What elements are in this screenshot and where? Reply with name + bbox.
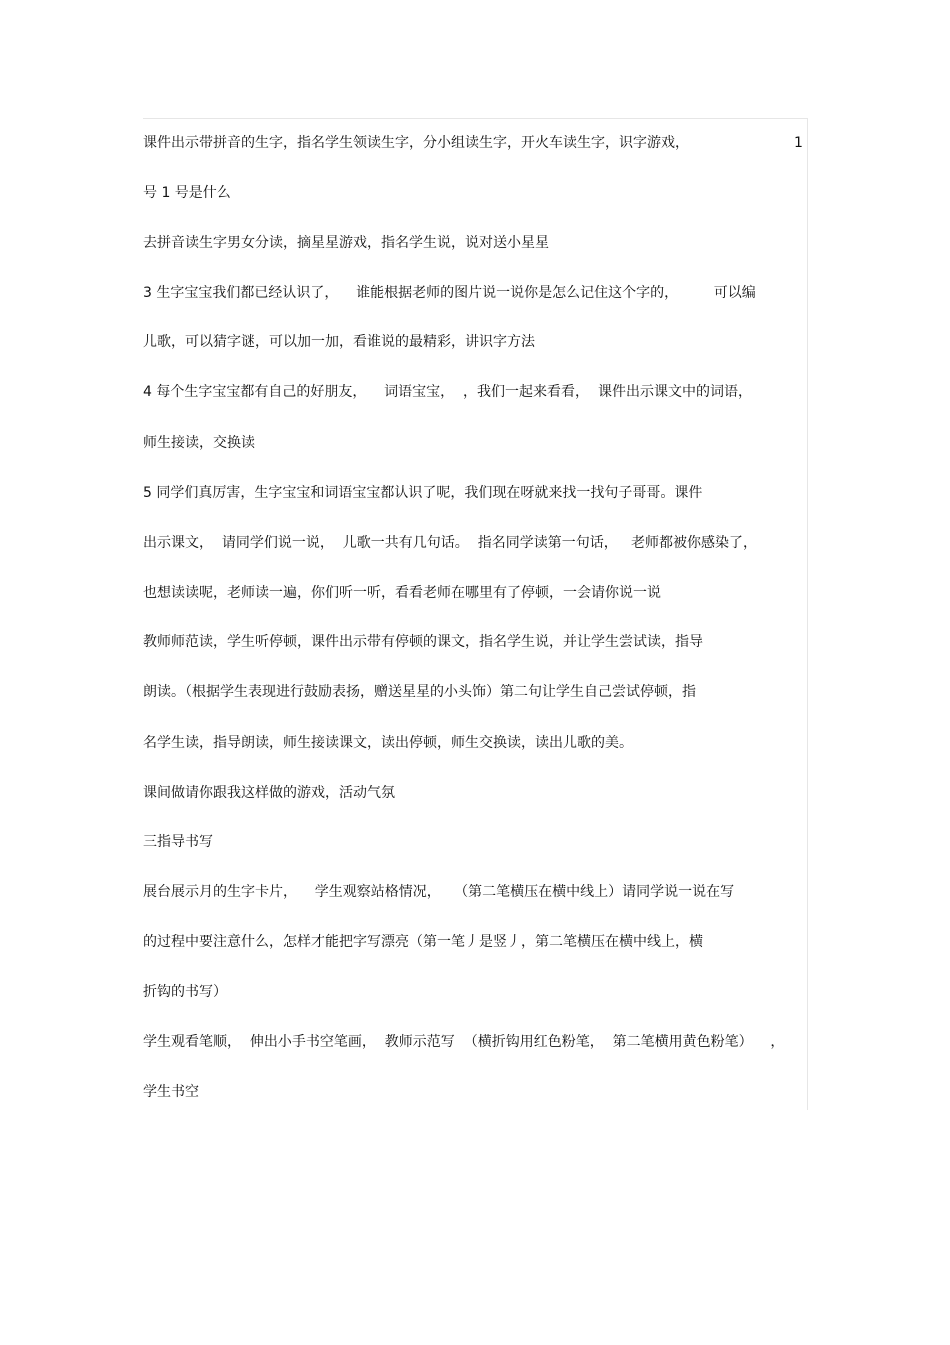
text-line-6: 4 每个生字宝宝都有自己的好朋友， 词语宝宝， ，我们一起来看看， 课件出示课文中的词语，	[143, 384, 752, 400]
text-line-8: 5 同学们真厉害，生字宝宝和词语宝宝都认识了呢，我们现在呀就来找一找句子哥哥。课件	[143, 485, 703, 501]
text-line-9: 出示课文， 请同学们说一说， 儿歌一共有几句话。 指名同学读第一句话， 老师都被你感染了，	[143, 535, 758, 551]
text-line-19: 学生观看笔顺， 伸出小手书空笔画， 教师示范写 （横折钩用红色粉笔， 第二笔横用黄色粉笔） ，	[143, 1034, 785, 1050]
text-line-4: 3 生字宝宝我们都已经认识了， 谁能根据老师的图片说一说你是怎么记住这个字的， 可以编	[143, 285, 756, 301]
text-line-20: 学生书空	[143, 1084, 199, 1100]
text-line-13: 名学生读，指导朗读，师生接读课文，读出停顿，师生交换读，读出儿歌的美。	[143, 735, 633, 751]
text-line-16: 展台展示月的生字卡片， 学生观察站格情况， （第二笔横压在横中线上）请同学说一说在写	[143, 884, 735, 900]
text-line-11: 教师师范读，学生听停顿，课件出示带有停顿的课文，指名学生说，并让学生尝试读，指导	[143, 634, 703, 650]
text-line-2: 号 1 号是什么	[143, 185, 231, 201]
text-line-5: 儿歌，可以猜字谜，可以加一加，看谁说的最精彩，讲识字方法	[143, 334, 535, 350]
text-line-1: 课件出示带拼音的生字，指名学生领读生字，分小组读生字，开火车读生字，识字游戏，	[143, 135, 689, 151]
text-line-7: 师生接读，交换读	[143, 435, 255, 451]
page-border-right	[807, 118, 808, 1110]
text-line-3: 去拼音读生字男女分读，摘星星游戏，指名学生说，说对送小星星	[143, 235, 549, 251]
text-line-10: 也想读读呢，老师读一遍，你们听一听，看看老师在哪里有了停顿，一会请你说一说	[143, 585, 661, 601]
page-border-top	[143, 118, 808, 119]
margin-number: 1	[794, 135, 803, 151]
text-line-14: 课间做请你跟我这样做的游戏，活动气氛	[143, 785, 395, 801]
text-line-18: 折钩的书写）	[143, 984, 227, 1000]
text-line-17: 的过程中要注意什么，怎样才能把字写漂亮（第一笔丿是竖丿，第二笔横压在横中线上，横	[143, 934, 703, 950]
text-line-15: 三指导书写	[143, 834, 213, 850]
text-line-12: 朗读。（根据学生表现进行鼓励表扬，赠送星星的小头饰）第二句让学生自己尝试停顿，指	[143, 684, 696, 700]
